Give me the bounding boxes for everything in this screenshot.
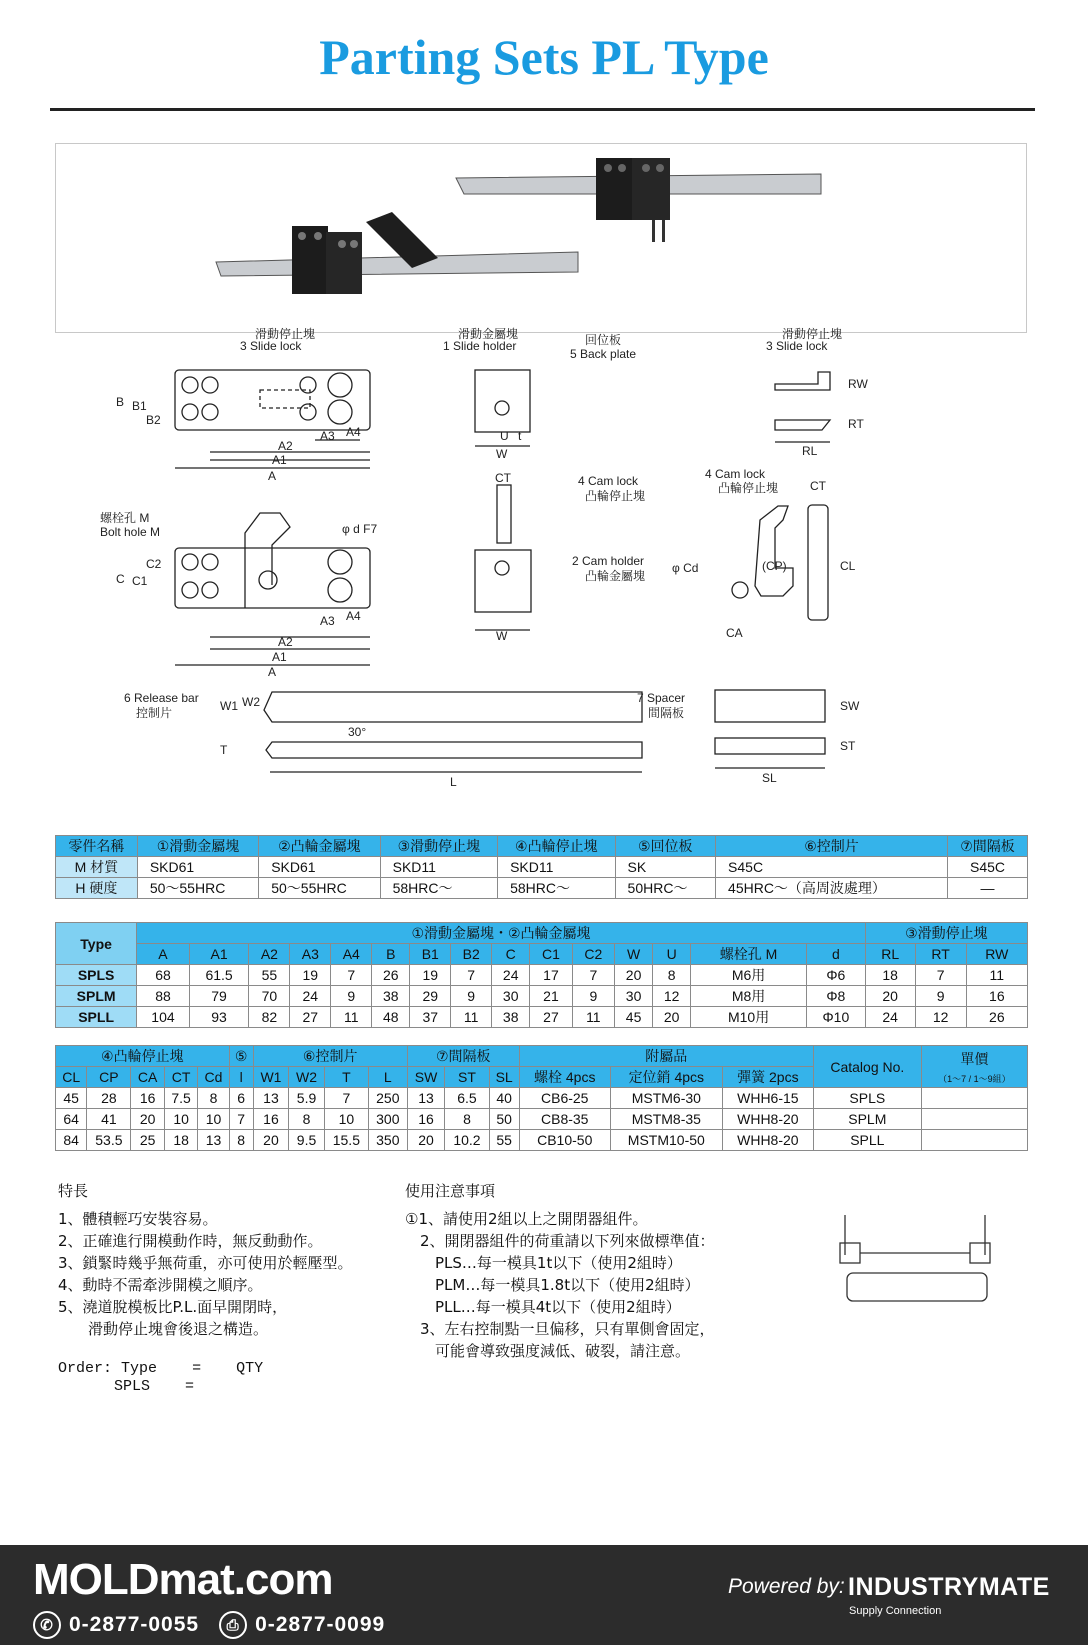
materials-header-row [56, 836, 1028, 857]
table-cell: 93 [189, 1007, 249, 1028]
table-cell: 64 [56, 1109, 87, 1130]
table-cell: 20 [253, 1130, 289, 1151]
table-cell [921, 1109, 1027, 1130]
table-cell: 7 [451, 965, 492, 986]
table-cell: 7 [572, 965, 614, 986]
table-cell: 68 [137, 965, 189, 986]
table-header: RT [915, 944, 966, 965]
table-header: W [615, 944, 653, 965]
table-header: ⑥控制片 [716, 836, 948, 857]
table-cell: 7 [331, 965, 372, 986]
table-header: W2 [289, 1067, 325, 1088]
dim-A-2: A [268, 665, 277, 679]
table-row [56, 1130, 1028, 1151]
table-cell: 79 [189, 986, 249, 1007]
table-header: ④凸輪停止塊 [498, 836, 615, 857]
table-row [56, 1109, 1028, 1130]
label-slide-lock-en-2: 3 Slide lock [766, 339, 828, 353]
table-cell: 16 [131, 1088, 164, 1109]
fax-number[interactable]: 0-2877-0099 [255, 1613, 386, 1636]
table-cell: S45C [948, 857, 1028, 878]
dim-C: C [116, 572, 125, 586]
table-cell: MSTM8-35 [610, 1109, 722, 1130]
table-cell: 27 [290, 1007, 331, 1028]
table-cell: 8 [653, 965, 691, 986]
table-cell: MSTM10-50 [610, 1130, 722, 1151]
order-type-label: Type [121, 1360, 158, 1377]
table-header: d [806, 944, 865, 965]
table-cell: 18 [164, 1130, 197, 1151]
table-cell: 10 [164, 1109, 197, 1130]
dim-ST: ST [840, 739, 856, 753]
table-header: CA [131, 1067, 164, 1088]
dim-t: t [518, 429, 522, 443]
dim-B: B [116, 395, 125, 409]
dim-A: A [268, 469, 277, 483]
table-cell: 16 [966, 986, 1027, 1007]
table-cell: 37 [410, 1007, 451, 1028]
table-cell: 24 [290, 986, 331, 1007]
brand-logo[interactable]: MOLDmat.com [33, 1555, 333, 1604]
table-header: ②凸輪金屬塊 [259, 836, 380, 857]
table-cell: 8 [445, 1109, 489, 1130]
table-cell: SPLS [813, 1088, 921, 1109]
table-header: ③滑動停止塊 [380, 836, 497, 857]
table-header: Cd [198, 1067, 229, 1088]
table-cell: 13 [407, 1088, 445, 1109]
cautions-section [405, 1180, 805, 1362]
dim-CT-2: CT [810, 479, 826, 493]
table-cell: 20 [131, 1109, 164, 1130]
cautions-heading: 使用注意事項 [405, 1182, 496, 1200]
group-header: ③滑動停止塊 [865, 923, 1027, 944]
table-cell: 10 [324, 1109, 368, 1130]
table-row [56, 1088, 1028, 1109]
table-header: A [137, 944, 189, 965]
phone-number[interactable]: 0-2877-0055 [69, 1613, 200, 1636]
table-header: C1 [530, 944, 572, 965]
phone-icon: ✆ [33, 1611, 61, 1639]
table-cell [921, 1130, 1027, 1151]
table-cell: 6 [229, 1088, 253, 1109]
dim-CL: CL [840, 559, 856, 573]
table-cell: 9.5 [289, 1130, 325, 1151]
order-label: Order: [58, 1360, 113, 1377]
table-cell: 24 [492, 965, 530, 986]
table-cell: 18 [865, 965, 915, 986]
price-label: 單價 [960, 1050, 989, 1067]
label-spacer-zh: 間隔板 [648, 706, 685, 720]
dim-A2-2: A2 [278, 635, 293, 649]
table-cell: 82 [249, 1007, 290, 1028]
table-cell: S45C [716, 857, 948, 878]
table-cell: 28 [87, 1088, 131, 1109]
accessories-group-row [56, 1046, 1028, 1067]
table-cell: CB8-35 [519, 1109, 610, 1130]
table-header: 螺栓 4pcs [519, 1067, 610, 1088]
feature-item: 2、正確進行開模動作時，無反動動作。 [58, 1232, 323, 1250]
table-header: 彈簧 2pcs [722, 1067, 813, 1088]
dim-CT: CT [495, 471, 511, 485]
label-slide-holder-zh: 滑動金屬塊 [458, 327, 519, 341]
group-header: ①滑動金屬塊・②凸輪金屬塊 [137, 923, 866, 944]
label-back-plate-en: 5 Back plate [570, 347, 637, 361]
table-cell: 15.5 [324, 1130, 368, 1151]
dim-CA: CA [726, 626, 743, 640]
table-header: A3 [290, 944, 331, 965]
table-cell: M8用 [691, 986, 807, 1007]
table-cell: 16 [407, 1109, 445, 1130]
dim-SW: SW [840, 699, 860, 713]
table-cell: 20 [615, 965, 653, 986]
dim-W: W [496, 447, 508, 461]
table-cell: SPLM [813, 1109, 921, 1130]
table-cell: 41 [87, 1109, 131, 1130]
label-angle: 30° [348, 725, 367, 739]
table-cell: 11 [966, 965, 1027, 986]
label-bolt-hole-zh: 螺栓孔 M [100, 511, 150, 525]
product-photo [55, 143, 1027, 333]
table-header: T [324, 1067, 368, 1088]
dim-W1: W1 [220, 699, 238, 713]
dim-A4: A4 [346, 425, 361, 439]
table-cell: M6用 [691, 965, 807, 986]
table-header: RW [966, 944, 1027, 965]
label-cam-holder-zh: 凸輪金屬塊 [585, 569, 646, 583]
dim-C1: C1 [132, 574, 148, 588]
table-cell: 20 [407, 1130, 445, 1151]
table-header: ⑦間隔板 [948, 836, 1028, 857]
dim-A2: A2 [278, 439, 293, 453]
dim-A1-2: A1 [272, 650, 287, 664]
label-release-bar-zh: 控制片 [136, 706, 173, 720]
caution-item: PLL…每一模具4t以下（使用2組時） [405, 1298, 681, 1316]
table-row [56, 1007, 1028, 1028]
table-cell: 45 [615, 1007, 653, 1028]
table-cell: 9 [915, 986, 966, 1007]
table-header: CL [56, 1067, 87, 1088]
table-cell: 40 [489, 1088, 519, 1109]
features-heading: 特長 [58, 1182, 89, 1200]
table-cell: — [948, 878, 1028, 899]
group-header: ⑥控制片 [253, 1046, 407, 1067]
caution-item: ①1、請使用2組以上之開閉器組件。 [405, 1210, 648, 1228]
dim-A4-2: A4 [346, 609, 361, 623]
table-cell: 53.5 [87, 1130, 131, 1151]
table-cell: 29 [410, 986, 451, 1007]
table-cell: SK [615, 857, 715, 878]
release-bar-lower [216, 252, 578, 276]
table-cell: 50HRC～ [615, 878, 715, 899]
table-cell: 38 [492, 1007, 530, 1028]
fax-icon: ⎙ [219, 1611, 247, 1639]
dim-C2: C2 [146, 557, 162, 571]
table-cell: 48 [372, 1007, 410, 1028]
label-slide-lock-en: 3 Slide lock [240, 339, 302, 353]
table-header: U [653, 944, 691, 965]
label-cam-lock-en-2: 4 Cam lock [705, 467, 766, 481]
label-cam-lock-zh: 凸輪停止塊 [585, 489, 646, 503]
table-cell: CB6-25 [519, 1088, 610, 1109]
caution-item: 可能會導致强度減低、破裂，請注意。 [405, 1342, 691, 1360]
table-cell: 16 [253, 1109, 289, 1130]
table-cell: H 硬度 [56, 878, 138, 899]
feature-item: 滑動停止塊會後退之構造。 [58, 1320, 269, 1338]
type-header: Type [56, 923, 137, 965]
contact-row [33, 1611, 385, 1639]
table-cell: 19 [290, 965, 331, 986]
table-cell: 50～55HRC [137, 878, 258, 899]
dim-A1: A1 [272, 453, 287, 467]
label-slide-holder-en: 1 Slide holder [443, 339, 517, 353]
table-row [56, 986, 1028, 1007]
dim-B1: B1 [132, 399, 147, 413]
table-cell: 88 [137, 986, 189, 1007]
table-cell: 70 [249, 986, 290, 1007]
table-header: ①滑動金屬塊 [137, 836, 258, 857]
dim-RT: RT [848, 417, 864, 431]
table-cell: 11 [331, 1007, 372, 1028]
table-cell: Φ6 [806, 965, 865, 986]
table-cell: SPLL [56, 1007, 137, 1028]
caution-item: PLM…每一模具1.8t以下（使用2組時） [405, 1276, 700, 1294]
table-cell: 55 [489, 1130, 519, 1151]
table-cell: 10 [198, 1109, 229, 1130]
label-spacer-en: 7 Spacer [637, 691, 686, 705]
table-cell: 26 [966, 1007, 1027, 1028]
table-cell: 8 [289, 1109, 325, 1130]
label-release-bar-en: 6 Release bar [124, 691, 199, 705]
table-header: RL [865, 944, 915, 965]
dim-W-2: W [496, 629, 508, 643]
table-cell [921, 1088, 1027, 1109]
industrymate-tagline: Supply Connection [849, 1605, 942, 1617]
table-cell: Φ10 [806, 1007, 865, 1028]
table-header: A1 [189, 944, 249, 965]
table-cell: 8 [229, 1130, 253, 1151]
table-cell: SPLL [813, 1130, 921, 1151]
accessories-table [55, 1045, 1028, 1151]
table-cell: SPLM [56, 986, 137, 1007]
table-cell: 26 [372, 965, 410, 986]
table-cell: MSTM6-30 [610, 1088, 722, 1109]
table-cell: 350 [368, 1130, 407, 1151]
table-cell: 25 [131, 1130, 164, 1151]
table-header: ST [445, 1067, 489, 1088]
dim-A3-2: A3 [320, 614, 335, 628]
table-header: 定位銷 4pcs [610, 1067, 722, 1088]
label-slide-lock-zh: 滑動停止塊 [255, 327, 316, 341]
label-slide-lock-zh-2: 滑動停止塊 [782, 327, 843, 341]
table-cell: WHH6-15 [722, 1088, 813, 1109]
caution-item: PLS…每一模具1t以下（使用2組時） [405, 1254, 682, 1272]
table-cell: 19 [410, 965, 451, 986]
table-cell: 7 [915, 965, 966, 986]
table-header: SW [407, 1067, 445, 1088]
table-header: B [372, 944, 410, 965]
table-cell: WHH8-20 [722, 1109, 813, 1130]
group-header: ⑤ [229, 1046, 253, 1067]
table-cell: 17 [530, 965, 572, 986]
table-cell: 24 [865, 1007, 915, 1028]
table-header: ⑤回位板 [615, 836, 715, 857]
table-header: C [492, 944, 530, 965]
feature-item: 5、澆道脫模板比P.L.面早開閉時， [58, 1298, 288, 1316]
label-back-plate-zh: 回位板 [585, 333, 622, 347]
table-header: L [368, 1067, 407, 1088]
table-cell: 6.5 [445, 1088, 489, 1109]
table-row [56, 965, 1028, 986]
slide-holder-upper [596, 158, 634, 220]
dim-T: T [220, 743, 228, 757]
table-row [56, 878, 1028, 899]
price-sub: （1～7 / 1～9組） [938, 1073, 1011, 1084]
table-cell: 9 [451, 986, 492, 1007]
table-cell: SKD61 [137, 857, 258, 878]
industrymate-logo[interactable]: INDUSTRYMATE [848, 1573, 1050, 1601]
table-header: A2 [249, 944, 290, 965]
table-header: CT [164, 1067, 197, 1088]
table-cell: 7 [324, 1088, 368, 1109]
table-cell: M 材質 [56, 857, 138, 878]
table-cell: 55 [249, 965, 290, 986]
table-cell: 11 [572, 1007, 614, 1028]
table-cell: 12 [653, 986, 691, 1007]
order-eq: = [192, 1360, 202, 1377]
table-header: A4 [331, 944, 372, 965]
table-header: C2 [572, 944, 614, 965]
footer [0, 1545, 1088, 1645]
technical-drawings [50, 327, 1040, 830]
dim-A3: A3 [320, 429, 335, 443]
table-cell: 13 [253, 1088, 289, 1109]
table-cell: SKD61 [259, 857, 380, 878]
order-qty: QTY [236, 1360, 264, 1377]
order-example-eq: = [185, 1378, 195, 1395]
materials-table [55, 835, 1028, 899]
order-example-type: SPLS [114, 1378, 151, 1395]
table-row [56, 857, 1028, 878]
accessories-body [56, 1088, 1028, 1151]
table-cell: 5.9 [289, 1088, 325, 1109]
table-cell: 50～55HRC [259, 878, 380, 899]
dim-U: U [500, 429, 509, 443]
slide-holder-lower [292, 226, 328, 294]
table-cell: 300 [368, 1109, 407, 1130]
table-cell: 20 [865, 986, 915, 1007]
label-cam-lock-zh-2: 凸輪停止塊 [718, 481, 779, 495]
caution-item: 3、左右控制點一旦偏移，只有單側會固定， [405, 1320, 715, 1338]
table-cell: 50 [489, 1109, 519, 1130]
table-cell: 61.5 [189, 965, 249, 986]
dim-CP: (CP) [762, 559, 787, 573]
table-cell: 11 [451, 1007, 492, 1028]
group-header: ⑦間隔板 [407, 1046, 519, 1067]
group-header: ④凸輪停止塊 [56, 1046, 230, 1067]
table-cell: 58HRC～ [498, 878, 615, 899]
label-dF7: φ d F7 [342, 522, 378, 536]
table-header: B1 [410, 944, 451, 965]
table-cell: 45HRC～（高周波處理） [716, 878, 948, 899]
dim-RL: RL [802, 444, 818, 458]
table-header: B2 [451, 944, 492, 965]
dimensions-group-row [56, 923, 1028, 944]
page-title: Parting Sets PL Type [319, 29, 769, 85]
dimensions-header-row [56, 944, 1028, 965]
group-header: 附屬品 [519, 1046, 813, 1067]
table-cell: CB10-50 [519, 1130, 610, 1151]
table-cell: 45 [56, 1088, 87, 1109]
table-cell: SPLS [56, 965, 137, 986]
dim-SL: SL [762, 771, 777, 785]
table-cell: M10用 [691, 1007, 807, 1028]
dim-B2: B2 [146, 413, 161, 427]
price-header [921, 1046, 1027, 1088]
dim-RW: RW [848, 377, 868, 391]
table-cell: 250 [368, 1088, 407, 1109]
table-cell: 12 [915, 1007, 966, 1028]
table-header: SL [489, 1067, 519, 1088]
table-header: l [229, 1067, 253, 1088]
table-header: W1 [253, 1067, 289, 1088]
cam-holder-upper [632, 158, 670, 220]
dim-W2: W2 [242, 695, 260, 709]
table-cell: Φ8 [806, 986, 865, 1007]
table-cell: SKD11 [380, 857, 497, 878]
table-cell: 13 [198, 1130, 229, 1151]
powered-by: Powered by: [728, 1575, 845, 1598]
mold-sketch [835, 1215, 995, 1315]
label-bolt-hole-en: Bolt hole M [100, 525, 161, 539]
table-header: 螺栓孔 M [691, 944, 807, 965]
table-cell: 21 [530, 986, 572, 1007]
table-cell: SKD11 [498, 857, 615, 878]
caution-item: 2、開閉器組件的荷重請以下列來做標準值： [405, 1232, 715, 1250]
table-cell: 58HRC～ [380, 878, 497, 899]
table-cell: 38 [372, 986, 410, 1007]
table-cell: 20 [653, 1007, 691, 1028]
dim-L: L [450, 775, 457, 789]
catalog-header: Catalog No. [813, 1046, 921, 1088]
feature-item: 4、動時不需牽涉開模之順序。 [58, 1276, 263, 1294]
label-cd: φ Cd [672, 561, 699, 575]
features-section [58, 1180, 438, 1340]
table-header: CP [87, 1067, 131, 1088]
table-cell: 104 [137, 1007, 189, 1028]
table-cell: 30 [615, 986, 653, 1007]
title-divider [50, 108, 1035, 111]
table-cell: 7.5 [164, 1088, 197, 1109]
table-cell: 7 [229, 1109, 253, 1130]
label-cam-holder-en: 2 Cam holder [572, 554, 645, 568]
table-cell: WHH8-20 [722, 1130, 813, 1151]
table-cell: 30 [492, 986, 530, 1007]
feature-item: 3、鎖緊時幾乎無荷重，亦可使用於輕壓型。 [58, 1254, 353, 1272]
table-cell: 8 [198, 1088, 229, 1109]
table-cell: 10.2 [445, 1130, 489, 1151]
table-cell: 9 [572, 986, 614, 1007]
dimensions-table [55, 922, 1028, 1028]
table-cell: 9 [331, 986, 372, 1007]
order-section [58, 1360, 263, 1396]
table-cell: 84 [56, 1130, 87, 1151]
label-cam-lock-en: 4 Cam lock [578, 474, 639, 488]
table-header: 零件名稱 [56, 836, 138, 857]
feature-item: 1、體積輕巧安裝容易。 [58, 1210, 218, 1228]
table-cell: 27 [530, 1007, 572, 1028]
dimensions-body [56, 965, 1028, 1028]
